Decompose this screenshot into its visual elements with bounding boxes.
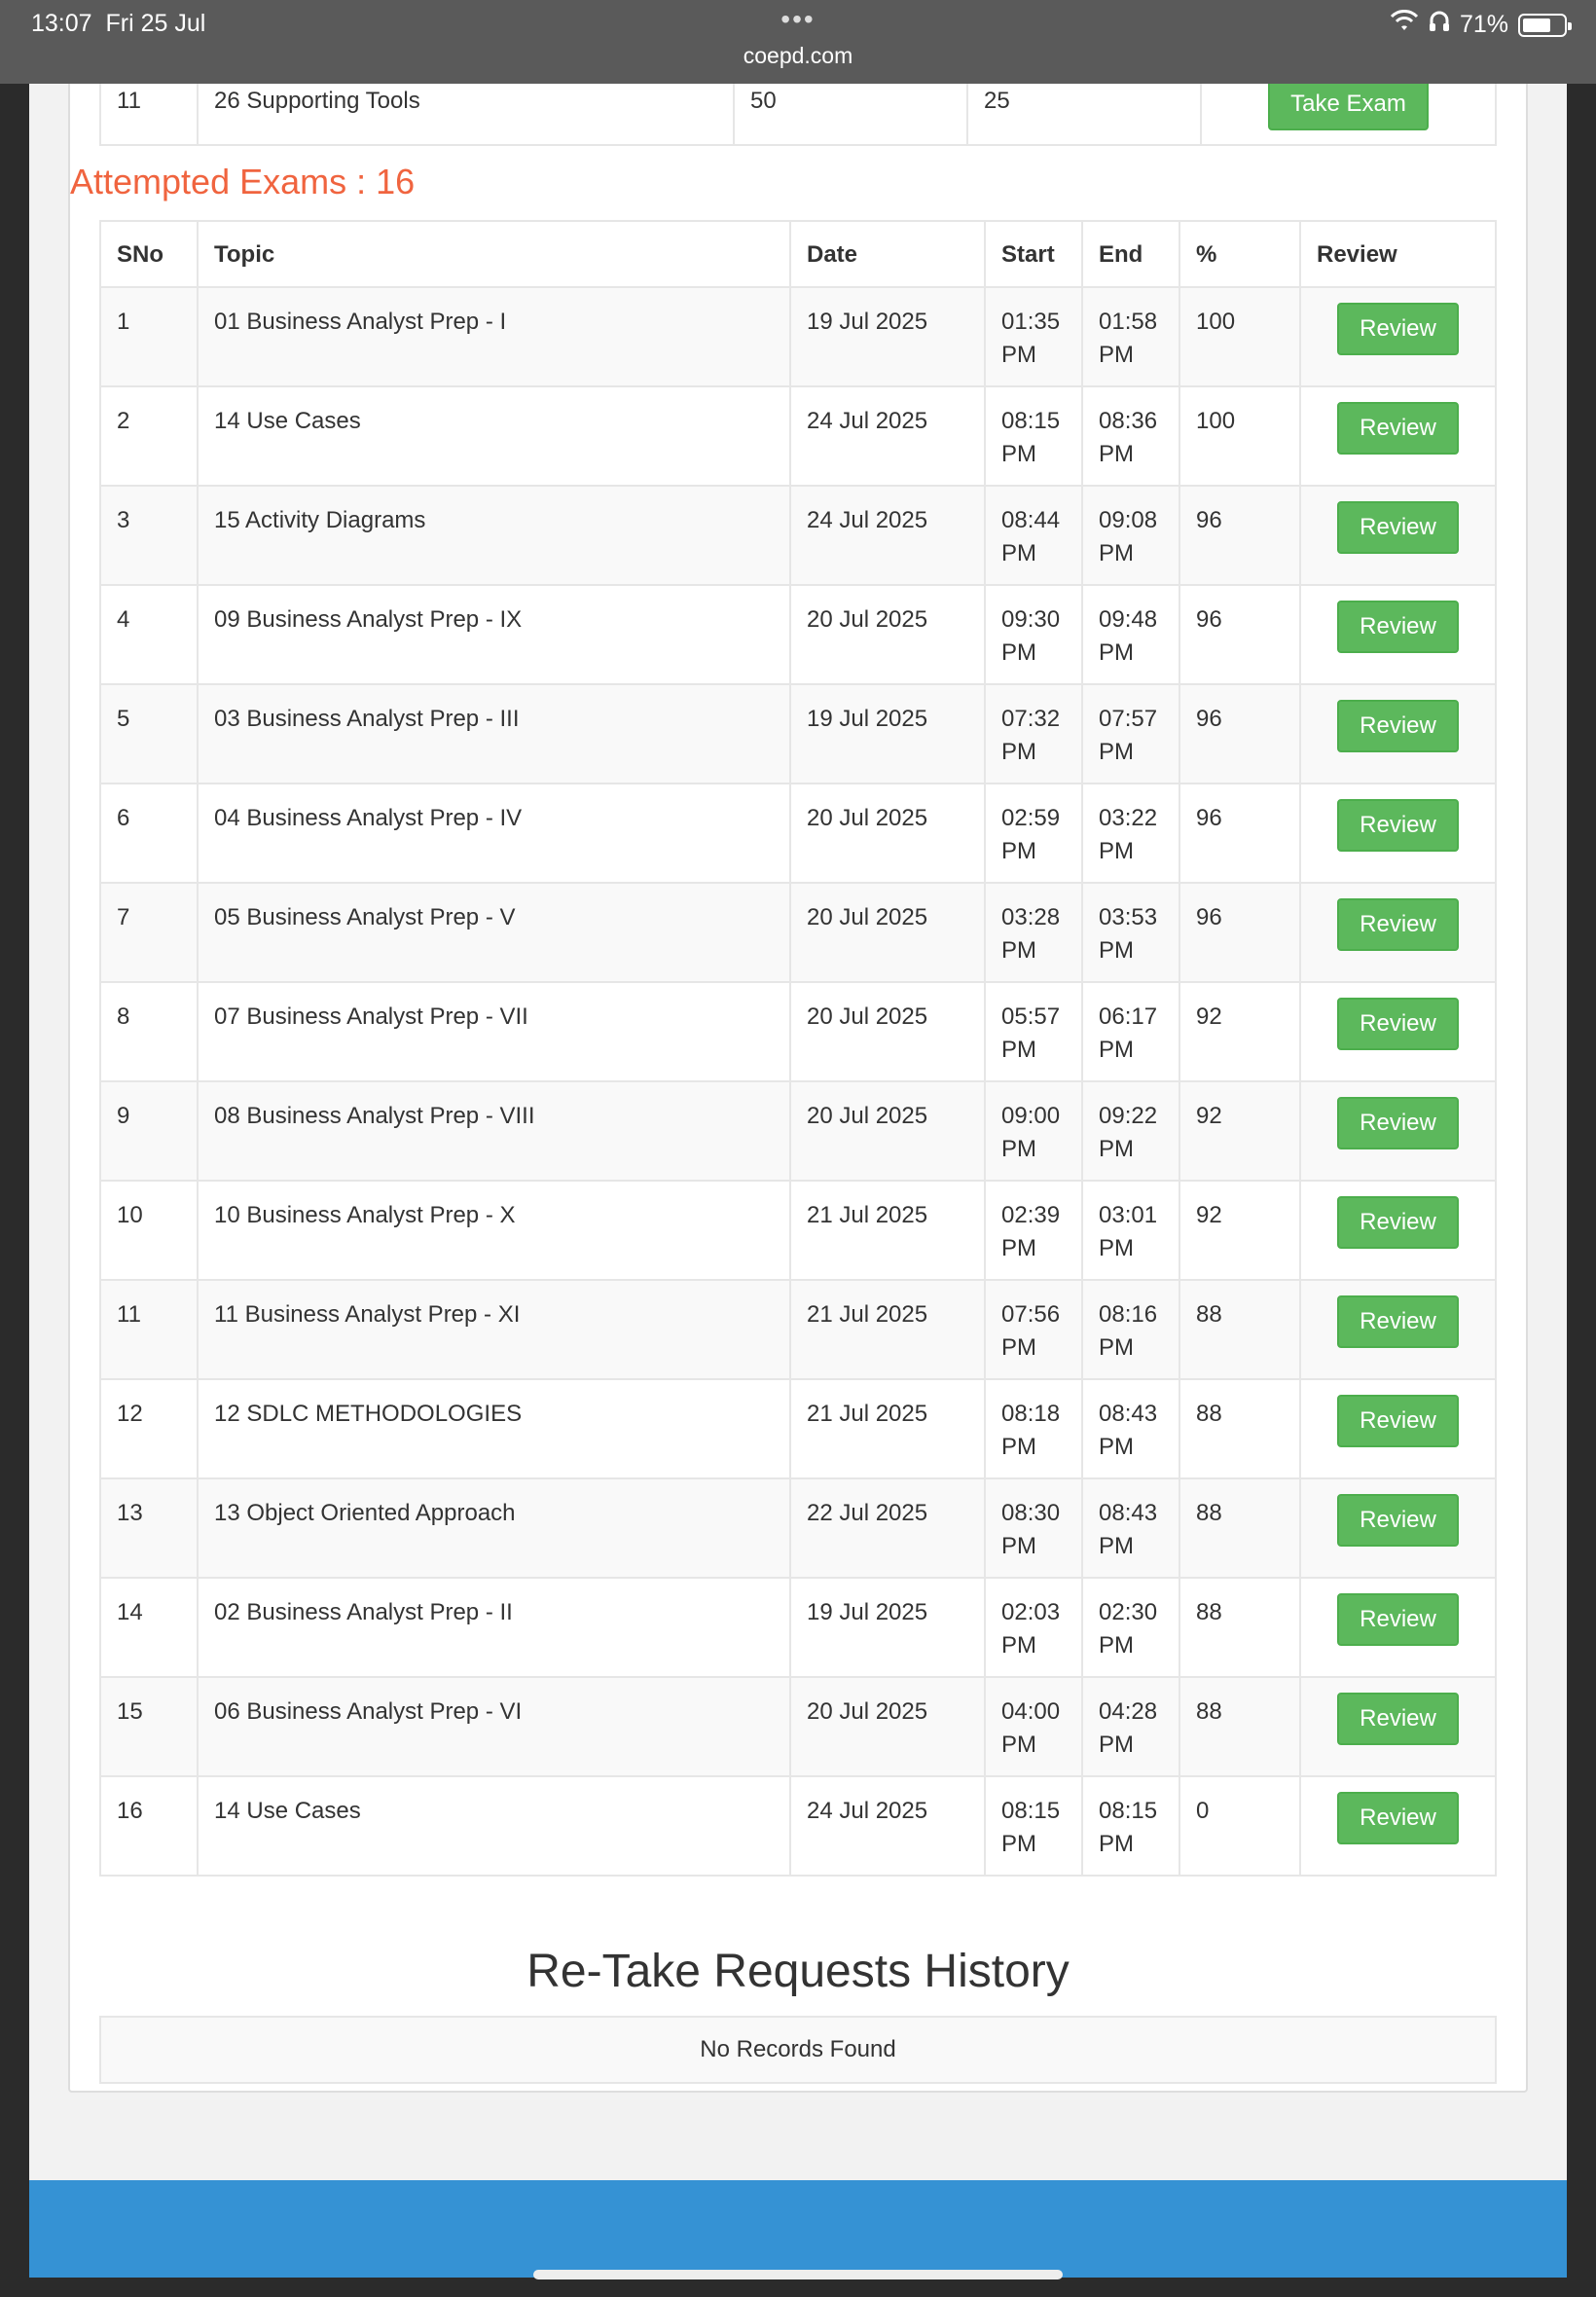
table-row — [100, 84, 1496, 145]
cell-end — [1082, 1578, 1179, 1677]
start-time: 02:59 — [1001, 805, 1061, 831]
cell-topic: 11 Business Analyst Prep - XI — [198, 1280, 790, 1379]
start-ampm: PM — [1001, 1234, 1036, 1261]
cell-end — [1082, 386, 1179, 486]
cell-topic: 12 SDLC METHODOLOGIES — [198, 1379, 790, 1478]
cell-percent: 92 — [1179, 1081, 1300, 1181]
end-ampm: PM — [1099, 738, 1134, 765]
review-button[interactable]: Review — [1337, 1395, 1459, 1447]
cell-start — [985, 684, 1082, 784]
start-ampm: PM — [1001, 837, 1036, 864]
cell-action — [1201, 84, 1496, 145]
start-ampm: PM — [1001, 1532, 1036, 1559]
exams-panel — [68, 84, 1528, 2093]
battery-fill — [1523, 18, 1550, 32]
cell-start — [985, 1379, 1082, 1478]
table-row — [100, 1478, 1496, 1578]
cell-sno: 8 — [100, 982, 198, 1081]
start-time: 07:56 — [1001, 1301, 1061, 1328]
cell-sno: 9 — [100, 1081, 198, 1181]
cell-sno: 11 — [100, 84, 198, 145]
end-time: 02:30 — [1099, 1599, 1158, 1625]
end-ampm: PM — [1099, 1135, 1134, 1162]
cell-percent: 0 — [1179, 1776, 1300, 1876]
cell-start — [985, 486, 1082, 585]
end-time: 08:43 — [1099, 1401, 1158, 1427]
cell-end — [1082, 684, 1179, 784]
cell-end — [1082, 1478, 1179, 1578]
cell-percent: 96 — [1179, 883, 1300, 982]
page-content — [29, 84, 1567, 2278]
table-row — [100, 883, 1496, 982]
end-time: 09:08 — [1099, 507, 1158, 533]
cell-start — [985, 287, 1082, 386]
start-ampm: PM — [1001, 1830, 1036, 1857]
cell-topic: 02 Business Analyst Prep - II — [198, 1578, 790, 1677]
end-time: 08:43 — [1099, 1500, 1158, 1526]
cell-percent: 92 — [1179, 1181, 1300, 1280]
table-row — [100, 1776, 1496, 1876]
header-start: Start — [985, 221, 1082, 287]
cell-date: 24 Jul 2025 — [790, 386, 985, 486]
end-time: 08:16 — [1099, 1301, 1158, 1328]
end-time: 08:15 — [1099, 1798, 1158, 1824]
cell-end — [1082, 1677, 1179, 1776]
end-ampm: PM — [1099, 440, 1134, 467]
start-time: 05:57 — [1001, 1003, 1061, 1030]
cell-topic: 26 Supporting Tools — [198, 84, 734, 145]
review-button[interactable]: Review — [1337, 1494, 1459, 1547]
cell-percent: 88 — [1179, 1379, 1300, 1478]
end-ampm: PM — [1099, 1433, 1134, 1460]
end-time: 09:22 — [1099, 1103, 1158, 1129]
cell-sno: 16 — [100, 1776, 198, 1876]
cell-start — [985, 1677, 1082, 1776]
start-time: 07:32 — [1001, 706, 1061, 732]
table-row — [100, 287, 1496, 386]
cell-end — [1082, 982, 1179, 1081]
review-button[interactable]: Review — [1337, 998, 1459, 1050]
more-dots-icon[interactable]: ••• — [780, 4, 816, 34]
start-ampm: PM — [1001, 1333, 1036, 1361]
header-review: Review — [1300, 221, 1496, 287]
attempted-exams-table — [99, 220, 1497, 1877]
review-button[interactable]: Review — [1337, 1097, 1459, 1149]
start-ampm: PM — [1001, 440, 1036, 467]
cell-review — [1300, 1379, 1496, 1478]
cell-topic: 10 Business Analyst Prep - X — [198, 1181, 790, 1280]
end-ampm: PM — [1099, 1830, 1134, 1857]
end-time: 06:17 — [1099, 1003, 1158, 1030]
end-time: 03:22 — [1099, 805, 1158, 831]
cell-date: 21 Jul 2025 — [790, 1181, 985, 1280]
cell-topic: 07 Business Analyst Prep - VII — [198, 982, 790, 1081]
start-time: 03:28 — [1001, 904, 1061, 930]
end-ampm: PM — [1099, 539, 1134, 566]
start-time: 04:00 — [1001, 1698, 1061, 1725]
table-row — [100, 1081, 1496, 1181]
cell-sno: 10 — [100, 1181, 198, 1280]
review-button[interactable]: Review — [1337, 1593, 1459, 1646]
cell-review — [1300, 1578, 1496, 1677]
status-indicators — [1390, 10, 1567, 40]
end-time: 07:57 — [1099, 706, 1158, 732]
end-ampm: PM — [1099, 1532, 1134, 1559]
cell-date: 20 Jul 2025 — [790, 1081, 985, 1181]
header-date: Date — [790, 221, 985, 287]
cell-end — [1082, 486, 1179, 585]
cell-pass-marks: 25 — [967, 84, 1201, 145]
review-button[interactable]: Review — [1337, 1295, 1459, 1348]
cell-review — [1300, 287, 1496, 386]
cell-topic: 06 Business Analyst Prep - VI — [198, 1677, 790, 1776]
start-time: 08:15 — [1001, 408, 1061, 434]
end-time: 03:01 — [1099, 1202, 1158, 1228]
start-time: 08:15 — [1001, 1798, 1061, 1824]
cell-start — [985, 386, 1082, 486]
cell-sno: 3 — [100, 486, 198, 585]
table-row — [100, 1280, 1496, 1379]
table-row — [100, 1578, 1496, 1677]
cell-review — [1300, 883, 1496, 982]
cell-percent: 88 — [1179, 1677, 1300, 1776]
cell-sno: 13 — [100, 1478, 198, 1578]
table-row — [100, 486, 1496, 585]
review-button[interactable]: Review — [1337, 799, 1459, 852]
cell-review — [1300, 784, 1496, 883]
cell-date: 20 Jul 2025 — [790, 982, 985, 1081]
cell-date: 19 Jul 2025 — [790, 684, 985, 784]
start-time: 08:44 — [1001, 507, 1061, 533]
cell-start — [985, 1181, 1082, 1280]
table-row — [100, 982, 1496, 1081]
review-button[interactable]: Review — [1337, 501, 1459, 554]
cell-sno: 2 — [100, 386, 198, 486]
cell-sno: 14 — [100, 1578, 198, 1677]
cell-start — [985, 585, 1082, 684]
end-time: 01:58 — [1099, 309, 1158, 335]
home-indicator[interactable] — [533, 2270, 1063, 2279]
cell-review — [1300, 1181, 1496, 1280]
cell-review — [1300, 1478, 1496, 1578]
cell-end — [1082, 883, 1179, 982]
cell-review — [1300, 585, 1496, 684]
start-ampm: PM — [1001, 738, 1036, 765]
cell-review — [1300, 386, 1496, 486]
cell-date: 20 Jul 2025 — [790, 1677, 985, 1776]
cell-date: 21 Jul 2025 — [790, 1280, 985, 1379]
cell-review — [1300, 982, 1496, 1081]
cell-sno: 5 — [100, 684, 198, 784]
cell-sno: 1 — [100, 287, 198, 386]
battery-icon — [1518, 14, 1567, 37]
cell-start — [985, 1776, 1082, 1876]
cell-sno: 12 — [100, 1379, 198, 1478]
take-exam-button[interactable]: Take Exam — [1268, 84, 1429, 130]
end-time: 03:53 — [1099, 904, 1158, 930]
cell-percent: 96 — [1179, 585, 1300, 684]
review-button[interactable]: Review — [1337, 601, 1459, 653]
cell-end — [1082, 287, 1179, 386]
cell-review — [1300, 1776, 1496, 1876]
cell-topic: 01 Business Analyst Prep - I — [198, 287, 790, 386]
start-time: 01:35 — [1001, 309, 1061, 335]
header-end: End — [1082, 221, 1179, 287]
cell-sno: 6 — [100, 784, 198, 883]
start-ampm: PM — [1001, 1731, 1036, 1758]
battery-percent: 71% — [1459, 11, 1508, 38]
start-time: 09:30 — [1001, 606, 1061, 633]
header-sno: SNo — [100, 221, 198, 287]
end-ampm: PM — [1099, 1036, 1134, 1063]
cell-topic: 05 Business Analyst Prep - V — [198, 883, 790, 982]
review-button[interactable]: Review — [1337, 700, 1459, 752]
cell-topic: 15 Activity Diagrams — [198, 486, 790, 585]
cell-date: 24 Jul 2025 — [790, 486, 985, 585]
cell-date: 20 Jul 2025 — [790, 883, 985, 982]
cell-percent: 100 — [1179, 287, 1300, 386]
cell-start — [985, 784, 1082, 883]
cell-start — [985, 883, 1082, 982]
cell-start — [985, 1081, 1082, 1181]
end-ampm: PM — [1099, 837, 1134, 864]
wifi-icon — [1390, 10, 1419, 40]
table-row — [100, 1379, 1496, 1478]
cell-start — [985, 1478, 1082, 1578]
cell-end — [1082, 1776, 1179, 1876]
cell-date: 19 Jul 2025 — [790, 1578, 985, 1677]
cell-sno: 7 — [100, 883, 198, 982]
start-time: 08:30 — [1001, 1500, 1061, 1526]
end-ampm: PM — [1099, 1631, 1134, 1659]
cell-date: 20 Jul 2025 — [790, 784, 985, 883]
review-button[interactable]: Review — [1337, 303, 1459, 355]
cell-percent: 96 — [1179, 784, 1300, 883]
start-ampm: PM — [1001, 539, 1036, 566]
cell-end — [1082, 784, 1179, 883]
cell-percent: 92 — [1179, 982, 1300, 1081]
start-time: 09:00 — [1001, 1103, 1061, 1129]
table-row — [100, 1181, 1496, 1280]
start-time: 02:03 — [1001, 1599, 1061, 1625]
review-button[interactable]: Review — [1337, 402, 1459, 455]
start-time: 02:39 — [1001, 1202, 1061, 1228]
end-ampm: PM — [1099, 936, 1134, 964]
cell-percent: 100 — [1179, 386, 1300, 486]
start-ampm: PM — [1001, 341, 1036, 368]
cell-topic: 14 Use Cases — [198, 386, 790, 486]
address-bar-url[interactable]: coepd.com — [743, 43, 853, 68]
start-ampm: PM — [1001, 1036, 1036, 1063]
cell-date: 20 Jul 2025 — [790, 585, 985, 684]
end-ampm: PM — [1099, 341, 1134, 368]
cell-start — [985, 982, 1082, 1081]
cell-topic: 09 Business Analyst Prep - IX — [198, 585, 790, 684]
retake-history-heading: Re-Take Requests History — [526, 1946, 1070, 1997]
table-header-row — [100, 221, 1496, 287]
start-ampm: PM — [1001, 936, 1036, 964]
cell-date: 22 Jul 2025 — [790, 1478, 985, 1578]
cell-sno: 11 — [100, 1280, 198, 1379]
header-percent: % — [1179, 221, 1300, 287]
cell-end — [1082, 1280, 1179, 1379]
cell-date: 21 Jul 2025 — [790, 1379, 985, 1478]
header-topic: Topic — [198, 221, 790, 287]
cell-sno: 4 — [100, 585, 198, 684]
end-time: 04:28 — [1099, 1698, 1158, 1725]
start-ampm: PM — [1001, 1135, 1036, 1162]
table-row — [100, 1677, 1496, 1776]
table-row — [100, 386, 1496, 486]
cell-review — [1300, 684, 1496, 784]
cell-date: 24 Jul 2025 — [790, 1776, 985, 1876]
cell-end — [1082, 1181, 1179, 1280]
table-row — [100, 684, 1496, 784]
cell-topic: 08 Business Analyst Prep - VIII — [198, 1081, 790, 1181]
cell-end — [1082, 1081, 1179, 1181]
cell-topic: 14 Use Cases — [198, 1776, 790, 1876]
end-ampm: PM — [1099, 1333, 1134, 1361]
cell-topic: 04 Business Analyst Prep - IV — [198, 784, 790, 883]
review-button[interactable]: Review — [1337, 898, 1459, 951]
status-time: 13:07 Fri 25 Jul — [31, 10, 206, 37]
status-bar — [0, 0, 1596, 84]
end-time: 08:36 — [1099, 408, 1158, 434]
end-ampm: PM — [1099, 1234, 1134, 1261]
table-row — [100, 784, 1496, 883]
cell-questions: 50 — [734, 84, 967, 145]
cell-date: 19 Jul 2025 — [790, 287, 985, 386]
cell-percent: 88 — [1179, 1280, 1300, 1379]
available-exams-table — [99, 84, 1497, 146]
cell-topic: 13 Object Oriented Approach — [198, 1478, 790, 1578]
cell-percent: 96 — [1179, 486, 1300, 585]
cell-percent: 88 — [1179, 1478, 1300, 1578]
review-button[interactable]: Review — [1337, 1693, 1459, 1745]
headphones-icon — [1429, 10, 1450, 40]
cell-percent: 96 — [1179, 684, 1300, 784]
table-row — [100, 585, 1496, 684]
attempted-exams-heading: Attempted Exams : 16 — [70, 162, 416, 201]
cell-end — [1082, 1379, 1179, 1478]
cell-review — [1300, 1677, 1496, 1776]
cell-start — [985, 1578, 1082, 1677]
cell-sno: 15 — [100, 1677, 198, 1776]
footer-bar — [29, 2180, 1567, 2278]
cell-review — [1300, 1081, 1496, 1181]
cell-review — [1300, 1280, 1496, 1379]
cell-end — [1082, 585, 1179, 684]
cell-review — [1300, 486, 1496, 585]
start-ampm: PM — [1001, 1631, 1036, 1659]
no-records-message: No Records Found — [99, 2016, 1497, 2084]
cell-percent: 88 — [1179, 1578, 1300, 1677]
start-time: 08:18 — [1001, 1401, 1061, 1427]
review-button[interactable]: Review — [1337, 1792, 1459, 1844]
end-ampm: PM — [1099, 638, 1134, 666]
end-time: 09:48 — [1099, 606, 1158, 633]
start-ampm: PM — [1001, 638, 1036, 666]
cell-start — [985, 1280, 1082, 1379]
cell-topic: 03 Business Analyst Prep - III — [198, 684, 790, 784]
end-ampm: PM — [1099, 1731, 1134, 1758]
start-ampm: PM — [1001, 1433, 1036, 1460]
review-button[interactable]: Review — [1337, 1196, 1459, 1249]
